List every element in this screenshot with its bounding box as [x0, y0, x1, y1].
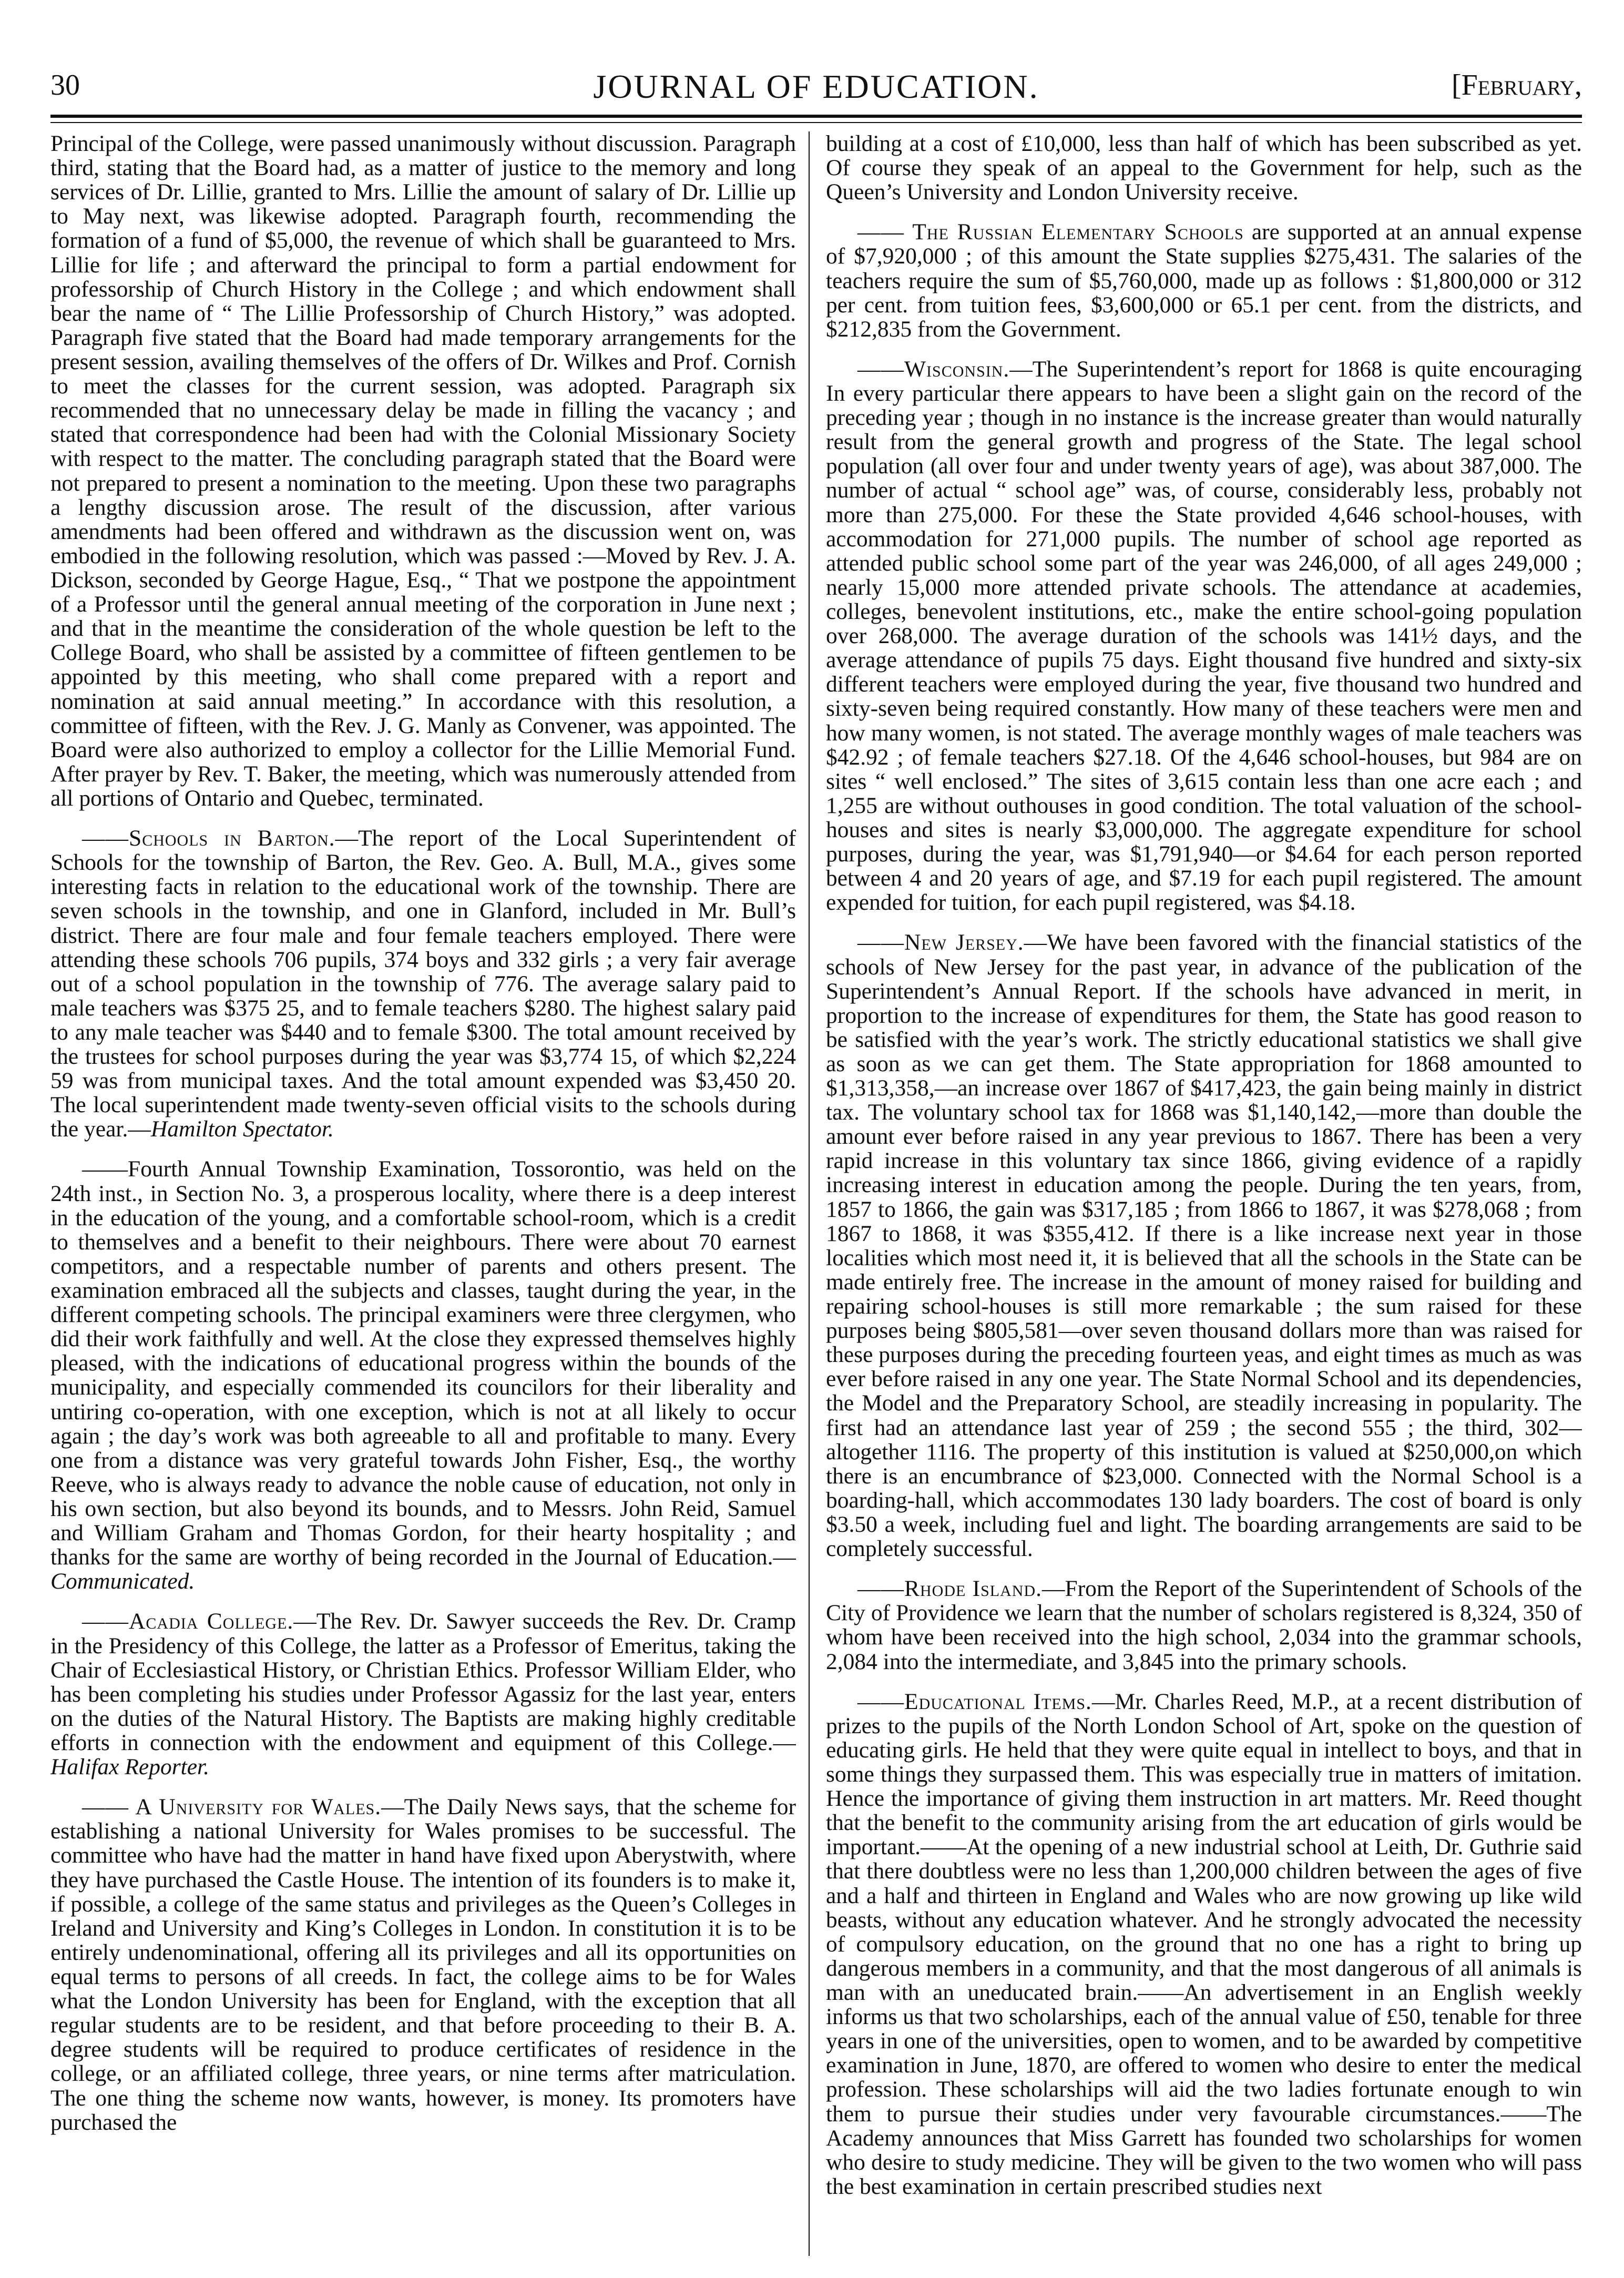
- paragraph-text: —Mr. Charles Reed, M.P., at a recent distribution of prizes to the pupils of the North London School of Art, spoke on the question of educating girls. He held that they were quite equal in intellect to boys, and that in some things they surpassed them. This was especially true in matters of imitation. Hence the importance of giving them instruction in art matters. Mr. Reed thought that the benefit to the community arising from the art education of girls would be important.——At the opening of a new industrial school at Leith, Dr. Guthrie said that there doubtless were no less than 1,200,000 children between the ages of five and a half and thirteen in England and Wales who are now growing up like wild beasts, without any education whatever. And he strongly advocated the necessity of compulsory education, on the ground that no one has a right to bring up dangerous members in a community, and that the most dangerous of all animals is man with an uneducated brain.——An advertisement in an English weekly informs us that two scholarships, each of the annual value of £50, tenable for three years in one of the universities, open to women, and to be awarded by competitive examination in June, 1870, are offered to women who desire to enter the medical profession. These scholarships will aid the two ladies fortunate enough to win them to pursue their studies under very favourable circumstances.——The Academy announces that Miss Garrett has founded two scholarships for women who desire to study medicine. They will be given to the two women who will pass the best examination in certain prescribed studies next: [826, 1689, 1582, 2199]
- article-paragraph: [826, 131, 1582, 204]
- article-source: Hamilton Spectator.: [150, 1116, 334, 1142]
- article-paragraph: [50, 1795, 796, 2134]
- article-heading: —— The Russian Elementary Schools: [857, 219, 1244, 245]
- article-heading: ——Schools in Barton.: [82, 826, 335, 851]
- left-column: [50, 131, 796, 2256]
- paragraph-text: are supported at an annual expense of $7,920,000 ; of this amount the State supplies $275,431. The salaries of the teachers require the sum of $5,760,000, made up as follows : $1,800,000 or 312 per cent. from tuition fees, $3,600,000 or 65.1 per cent. from the districts, and $212,835 from the Government.: [826, 219, 1582, 342]
- article-paragraph: [826, 1577, 1582, 1673]
- article-heading: ——New Jersey.: [857, 930, 1024, 955]
- column-divider: [809, 131, 810, 2256]
- article-heading: —— A University for Wales.: [82, 1794, 382, 1820]
- paragraph-text: Principal of the College, were passed unanimously without discussion. Paragraph third, stating that the Board had, as a matter of justice to the memory and long services of Dr. Lillie, granted to Mrs. Lillie the amount of salary of Dr. Lillie up to May next, was likewise adopted. Paragraph fourth, recommending the formation of a fund of $5,000, the revenue of which shall be guaranteed to Mrs. Lillie for life ; and afterward the principal to form a partial endowment for professorship of Church History in the College ; and which endowment shall bear the name of “ The Lillie Professorship of Church History,” was adopted. Paragraph five stated that the Board had made temporary arrangements for the present session, availing themselves of the offers of Dr. Wilkes and Prof. Cornish to meet the classes for the current session, was adopted. Paragraph six recommended that no unnecessary delay be made in filling the vacancy ; and stated that correspondence had been had with the Colonial Missionary Society with respect to the matter. The concluding paragraph stated that the Board were not prepared to present a nomination to the meeting. Upon these two paragraphs a lengthy discussion arose. The result of the discussion, after various amendments had been offered and withdrawn as the discussion went on, was embodied in the following resolution, which was passed :—Moved by Rev. J. A. Dickson, seconded by George Hague, Esq., “ That we postpone the appointment of a Professor until the general annual meeting of the corporation in June next ; and that in the meantime the consideration of the whole question be left to the College Board, who shall be assisted by a committee of fifteen gentlemen to be appointed by this meeting, who shall come prepared with a report and nomination at said annual meeting.” In accordance with this resolution, a committee of fifteen, with the Rev. J. G. Manly as Convener, was appointed. The Board were also authorized to employ a collector for the Lillie Memorial Fund. After prayer by Rev. T. Baker, the meeting, which was numerously attended from all portions of Ontario and Quebec, terminated.: [50, 131, 796, 811]
- paragraph-text: building at a cost of £10,000, less than half of which has been subscribed as yet. Of course they speak of an appeal to the Government for help, such as the Queen’s University and London University receive.: [826, 131, 1582, 205]
- article-paragraph: [50, 1157, 796, 1593]
- article-paragraph: [826, 930, 1582, 1561]
- issue-month: [February,: [1452, 69, 1582, 101]
- article-columns: [50, 131, 1582, 2256]
- article-paragraph: [50, 826, 796, 1141]
- page-number: 30: [50, 69, 80, 101]
- article-paragraph: [826, 220, 1582, 341]
- article-paragraph: [50, 131, 796, 810]
- journal-title: JOURNAL OF EDUCATION.: [593, 68, 1039, 105]
- article-paragraph: [826, 357, 1582, 915]
- article-paragraph: [826, 1690, 1582, 2199]
- paragraph-text: —The Daily News says, that the scheme for establishing a national University for Wales promises to be successful. The committee who have had the matter in hand have fixed upon Aberystwith, where they have purchased the Castle House. The intention of its founders is to make it, if possible, a college of the same status and privileges as the Queen’s Colleges in Ireland and University and King’s Colleges in London. In constitution it is to be entirely undenominational, offering all its privileges and all its opportunities on equal terms to persons of all creeds. In fact, the college aims to be for Wales what the London University has been for England, with the exception that all regular students are to be resident, and that before proceeding to their B. A. degree students will be required to produce certificates of residence in the college, or an affiliated college, three years, or nine terms after matriculation. The one thing the scheme now wants, however, is money. Its promoters have purchased the: [50, 1794, 796, 2135]
- paragraph-text: —We have been favored with the financial statistics of the schools of New Jersey for the past year, in advance of the publication of the Superintendent’s Annual Report. If the schools have advanced in merit, in proportion to the increase of expenditures for them, the State has good reason to be satisfied with the year’s work. The strictly educational statistics we shall give as soon as we can get them. The State appropriation for 1868 amounted to $1,313,358,—an increase over 1867 of $417,423, the gain being mainly in district tax. The voluntary school tax for 1868 was $1,140,142,—more than double the amount ever before raised in any year previous to 1867. There has been a very rapid increase in this voluntary tax since 1866, giving evidence of a rapidly increasing interest in education among the people. During the ten years, from, 1857 to 1866, the gain was $317,185 ; from 1866 to 1867, it was $278,068 ; from 1867 to 1868, it was $355,412. If there is a like increase next year in those localities which most need it, it is believed that all the schools in the State can be made entirely free. The increase in the amount of money raised for building and repairing school-houses is still more remarkable ; the sum raised for these purposes being $805,581—over seven thousand dollars more than was raised for these purposes during the preceding fourteen yeas, and eight times as much as was ever before raised in any one year. The State Normal School and its dependencies, the Model and the Preparatory School, are steadily increasing in popularity. The first had an attendance last year of 259 ; the second 555 ; the third, 302—altogether 1116. The property of this institution is valued at $250,000,on which there is an encumbrance of $23,000. Connected with the Normal School is a boarding-hall, which accommodates 130 lady boarders. The cost of board is only $3.50 a week, including fuel and light. The boarding arrangements are said to be completely successful.: [826, 930, 1582, 1562]
- paragraph-text: ——Fourth Annual Township Examination, Tossorontio, was held on the 24th inst., in Section No. 3, a prosperous locality, where there is a deep interest in the education of the young, and a comfortable school-room, which is a credit to themselves and a benefit to their neighbours. There were about 70 earnest competitors, and a respectable number of parents and others present. The examination embraced all the subjects and classes, taught during the year, in the different competing schools. The principal examiners were three clergymen, who did their work faithfully and well. At the close they expressed themselves highly pleased, with the indications of educational progress within the bounds of the municipality, and especially commended its councilors for their liberality and untiring co-operation, with one exception, which is not at all likely to occur again ; the day’s work was both agreeable to all and profitable to many. Every one from a distance was very grateful towards John Fisher, Esq., the worthy Reeve, who is always ready to advance the noble cause of education, not only in his own section, but also beyond its bounds, and to Messrs. John Reid, Samuel and William Graham and Thomas Gordon, for their hearty hospitality ; and thanks for the same are worthy of being recorded in the Journal of Education.—: [50, 1156, 796, 1570]
- header-rule-thin: [50, 122, 1582, 123]
- article-source: Communicated.: [50, 1569, 195, 1594]
- article-heading: ——Wisconsin.: [857, 356, 1010, 382]
- paragraph-text: —The report of the Local Superintendent of Schools for the township of Barton, the Rev. Geo. A. Bull, M.A., gives some interesting facts in relation to the educational work of the township. There are seven schools in the township, and one in Glanford, included in Mr. Bull’s district. There are four male and four female teachers employed. There were attending these schools 706 pupils, 374 boys and 332 girls ; a very fair average out of a school population in the township of 776. The average salary paid to male teachers was $375 25, and to female teachers $280. The highest salary paid to any male teacher was $440 and to female $300. The total amount received by the trustees for school purposes during the year was $3,774 15, of which $2,224 59 was from municipal taxes. And the total amount expended was $3,450 20. The local superintendent made twenty-seven official visits to the schools during the year.—: [50, 826, 796, 1142]
- article-heading: ——Educational Items.: [857, 1689, 1092, 1714]
- article-heading: ——Rhode Island.: [857, 1576, 1042, 1602]
- paragraph-text: —From the Report of the Superintendent of Schools of the City of Providence we learn that the number of scholars registered is 8,324, 350 of whom have been received into the high school, 2,034 into the grammar schools, 2,084 into the intermediate, and 3,845 into the primary schools.: [826, 1576, 1582, 1674]
- header-rule-thick: [50, 115, 1582, 118]
- article-source: Halifax Reporter.: [50, 1754, 210, 1780]
- article-heading: ——Acadia College.: [82, 1609, 294, 1634]
- paragraph-text: —The Superintendent’s report for 1868 is quite encouraging In every particular there appears to have been a slight gain on the record of the preceding year ; though in no instance is the increase greater than would naturally result from the general growth and progress of the State. The legal school population (all over four and under twenty years of age), was about 387,000. The number of actual “ school age” was, of course, considerably less, probably not more than 275,000. For these the State provided 4,646 school-houses, with accommodation for 271,000 pupils. The number of school age reported as attended public school some part of the year was 246,000, of all ages 249,000 ; nearly 15,000 more attended private schools. The attendance at academies, colleges, benevolent institutions, etc., make the entire school-going population over 268,000. The average duration of the schools was 141½ days, and the average attendance of pupils 75 days. Eight thousand five hundred and sixty-six different teachers were employed during the year, five thousand two hundred and sixty-seven being required constantly. How many of these teachers were men and how many women, is not stated. The average monthly wages of male teachers was $42.92 ; of female teachers $27.18. Of the 4,646 school-houses, but 984 are on sites “ well enclosed.” The sites of 3,615 contain less than one acre each ; and 1,255 are without outhouses in good condition. The total valuation of the school-houses and sites is nearly $3,000,000. The aggregate expenditure for school purposes, during the year, was $1,791,940—or $4.64 for each person reported between 4 and 20 years of age, and $7.19 for each pupil registered. The amount expended for tuition, for each pupil registered, was $4.18.: [826, 356, 1582, 916]
- paragraph-text: —The Rev. Dr. Sawyer succeeds the Rev. Dr. Cramp in the Presidency of this College, the latter as a Professor of Emeritus, taking the Chair of Ecclesiastical History, or Christian Ethics. Professor William Elder, who has been completing his studies under Professor Agassiz for the last year, enters on the duties of the Natural History. The Baptists are making highly creditable efforts in connection with the endowment and equipment of this College.—: [50, 1609, 796, 1755]
- page-header: [50, 63, 1582, 111]
- right-column: [826, 131, 1582, 2256]
- article-paragraph: [50, 1609, 796, 1779]
